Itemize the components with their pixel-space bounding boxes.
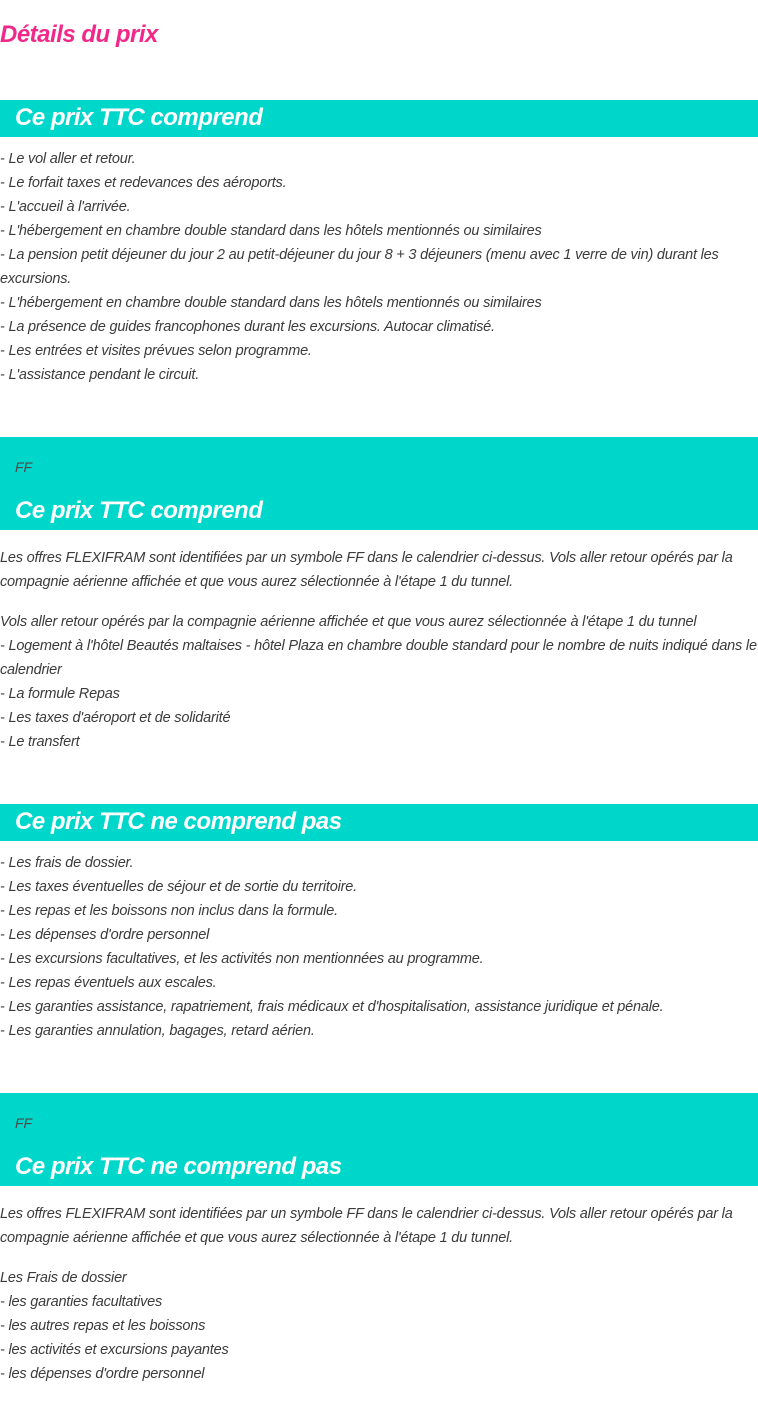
- list-item: - Les garanties assistance, rapatriement, frais médicaux et d'hospitalisation, assistance juridique et pénale.: [0, 999, 664, 1015]
- section-header-included: [0, 100, 758, 137]
- list-item: - Les frais de dossier.: [0, 855, 134, 871]
- ff-tag: FF: [15, 1115, 33, 1131]
- list-item: - les autres repas et les boissons: [0, 1318, 206, 1334]
- ff-included-list: [0, 610, 758, 754]
- included-list: [0, 147, 758, 387]
- list-item: - les dépenses d'ordre personnel: [0, 1366, 205, 1382]
- section-header-ff-not-included: [0, 1093, 758, 1186]
- list-item: - Le vol aller et retour.: [0, 151, 136, 167]
- section-header-ff-included: [0, 437, 758, 530]
- list-item: - L'hébergement en chambre double standard dans les hôtels mentionnés ou similaires: [0, 295, 542, 311]
- page-title: Détails du prix: [0, 21, 158, 48]
- list-item: - Les excursions facultatives, et les activités non mentionnées au programme.: [0, 951, 484, 967]
- list-item: - Le forfait taxes et redevances des aéroports.: [0, 175, 287, 191]
- list-item: - les activités et excursions payantes: [0, 1342, 229, 1358]
- ff-not-included-list: [0, 1266, 758, 1386]
- list-item: - La formule Repas: [0, 686, 120, 702]
- list-item: - Les entrées et visites prévues selon programme.: [0, 343, 312, 359]
- ff-tag: FF: [15, 459, 33, 475]
- list-item: - les garanties facultatives: [0, 1294, 163, 1310]
- list-item: - La pension petit déjeuner du jour 2 au petit-déjeuner du jour 8 + 3 déjeuners (menu avec 1 verre de vin) durant les excursions.: [0, 247, 719, 287]
- section-title: Ce prix TTC comprend: [15, 104, 263, 131]
- not-included-list: [0, 851, 758, 1043]
- list-item: - Les repas et les boissons non inclus dans la formule.: [0, 903, 338, 919]
- ff-intro: Les offres FLEXIFRAM sont identifiées par un symbole FF dans le calendrier ci-dessus. Vols aller retour opérés par la compagnie aérienne affichée et que vous aurez sélectionnée à l'étape 1 du tunnel.: [0, 1206, 733, 1246]
- list-item: - L'assistance pendant le circuit.: [0, 367, 200, 383]
- section-title: Ce prix TTC ne comprend pas: [15, 808, 342, 835]
- section-title: Ce prix TTC ne comprend pas: [15, 1153, 342, 1180]
- list-item: - La présence de guides francophones durant les excursions. Autocar climatisé.: [0, 319, 495, 335]
- list-item: - Les repas éventuels aux escales.: [0, 975, 217, 991]
- list-item: - Logement à l'hôtel Beautés maltaises - hôtel Plaza en chambre double standard pour le nombre de nuits indiqué dans le calendrier: [0, 638, 757, 678]
- list-item: - Les taxes éventuelles de séjour et de sortie du territoire.: [0, 879, 357, 895]
- section-header-not-included: [0, 804, 758, 841]
- list-item: - Le transfert: [0, 734, 80, 750]
- section-title: Ce prix TTC comprend: [15, 497, 263, 524]
- list-item: - L'hébergement en chambre double standard dans les hôtels mentionnés ou similaires: [0, 223, 542, 239]
- list-item: - Les dépenses d'ordre personnel: [0, 927, 210, 943]
- list-item: Les Frais de dossier: [0, 1270, 127, 1286]
- list-item: - Les garanties annulation, bagages, retard aérien.: [0, 1023, 315, 1039]
- list-item: - L'accueil à l'arrivée.: [0, 199, 131, 215]
- ff-intro: Les offres FLEXIFRAM sont identifiées par un symbole FF dans le calendrier ci-dessus. Vols aller retour opérés par la compagnie aérienne affichée et que vous aurez sélectionnée à l'étape 1 du tunnel.: [0, 550, 733, 590]
- list-item: - Les taxes d'aéroport et de solidarité: [0, 710, 231, 726]
- list-item: Vols aller retour opérés par la compagnie aérienne affichée et que vous aurez sélectionnée à l'étape 1 du tunnel: [0, 614, 697, 630]
